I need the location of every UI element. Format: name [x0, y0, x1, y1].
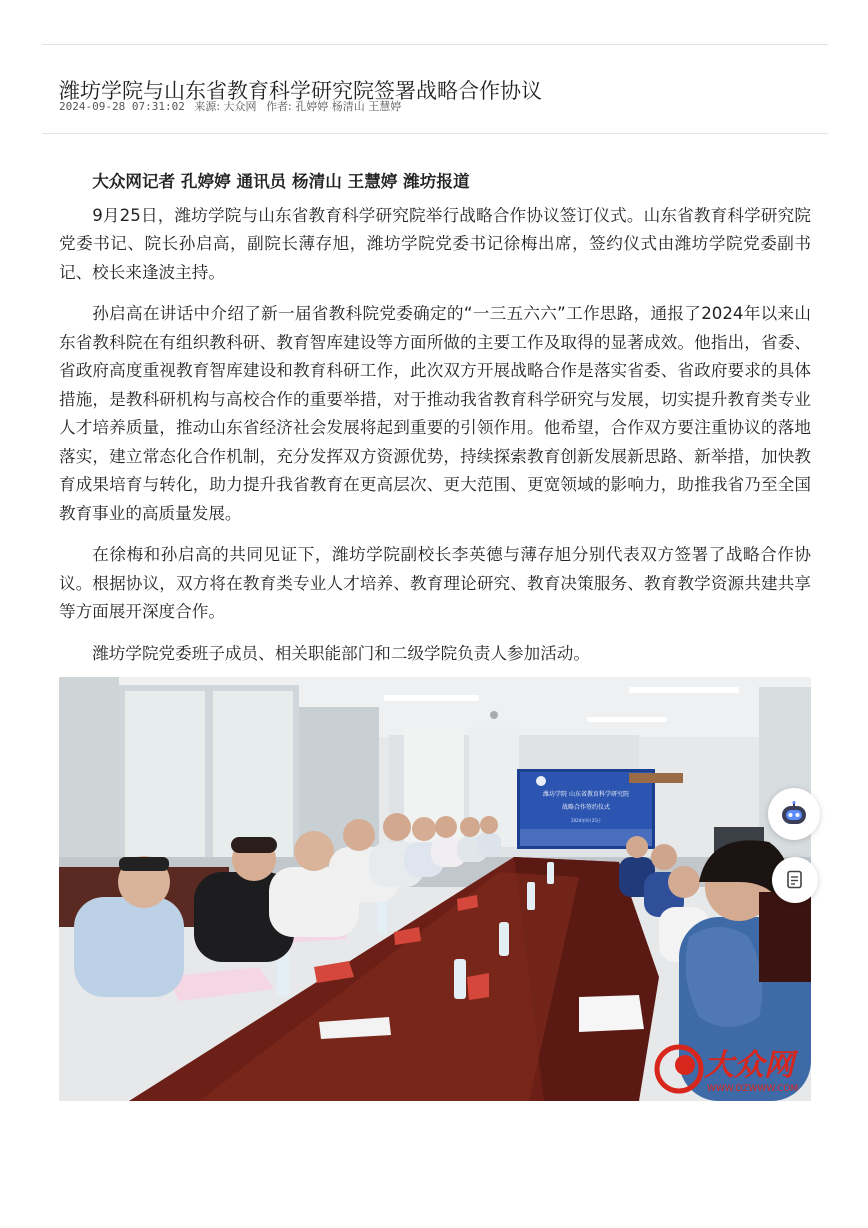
header-divider [42, 133, 828, 134]
article-paragraph: 9月25日，潍坊学院与山东省教育科学研究院举行战略合作协议签订仪式。山东省教育科学研究院党委书记、院长孙启高，副院长薄存旭，潍坊学院党委书记徐梅出席，签约仪式由潍坊学院党委副书记、校长来逢波主持。 [59, 205, 811, 282]
article-source: 来源: 大众网 [194, 100, 257, 113]
watermark-url: WWW.DZWWW.COM [707, 1084, 799, 1094]
top-divider [42, 44, 828, 45]
article-meta [59, 99, 819, 115]
notes-button[interactable] [772, 857, 818, 903]
article-byline: 大众网记者 孔婷婷 通讯员 杨清山 王慧婷 潍坊报道 [92, 172, 470, 191]
article-body [59, 168, 811, 681]
article-paragraph: 潍坊学院党委班子成员、相关职能部门和二级学院负责人参加活动。 [92, 643, 590, 663]
article-author: 作者: 孔婷婷 杨清山 王慧婷 [266, 100, 402, 113]
watermark-text: 大众网 [704, 1048, 794, 1083]
article-title: 潍坊学院与山东省教育科学研究院签署战略合作协议 [59, 79, 542, 104]
screen-date: 2024年9月25日 [571, 818, 601, 823]
screen-title-line2: 战略合作签约仪式 [561, 804, 611, 811]
article-photo [59, 677, 811, 1101]
assistant-button[interactable] [768, 788, 820, 840]
screen-title-line1: 潍坊学院 山东省教育科学研究院 [543, 791, 629, 798]
publish-datetime: 2024-09-28 07:31:02 [59, 100, 185, 113]
note-icon [786, 870, 804, 890]
article-paragraph: 孙启高在讲话中介绍了新一届省教科院党委确定的“一三五六六”工作思路，通报了2024年以来山东省教科院在有组织教科研、教育智库建设等方面所做的主要工作及取得的显著成效。他指出，省委、省政府高度重视教育智库建设和教育科研工作，此次双方开展战略合作是落实省委、省政府要求的具体措施，是教科研机构与高校合作的重要举措，对于推动我省教育科学研究与发展，切实提升教育类专业人才培养质量，推动山东省经济社会发展将起到重要的引领作用。他希望，合作双方要注重协议的落地落实，建立常态化合作机制，充分发挥双方资源优势，持续探索教育创新发展新思路、新举措，加快教育成果培育与转化，助力提升我省教育在更高层次、更大范围、更宽领域的影响力，助推我省乃至全国教育事业的高质量发展。 [59, 304, 811, 523]
robot-icon [779, 801, 809, 827]
article-paragraph: 在徐梅和孙启高的共同见证下，潍坊学院副校长李英德与薄存旭分别代表双方签署了战略合作协议。根据协议，双方将在教育类专业人才培养、教育理论研究、教育决策服务、教育教学资源共建共享等方面展开深度合作。 [59, 545, 811, 621]
